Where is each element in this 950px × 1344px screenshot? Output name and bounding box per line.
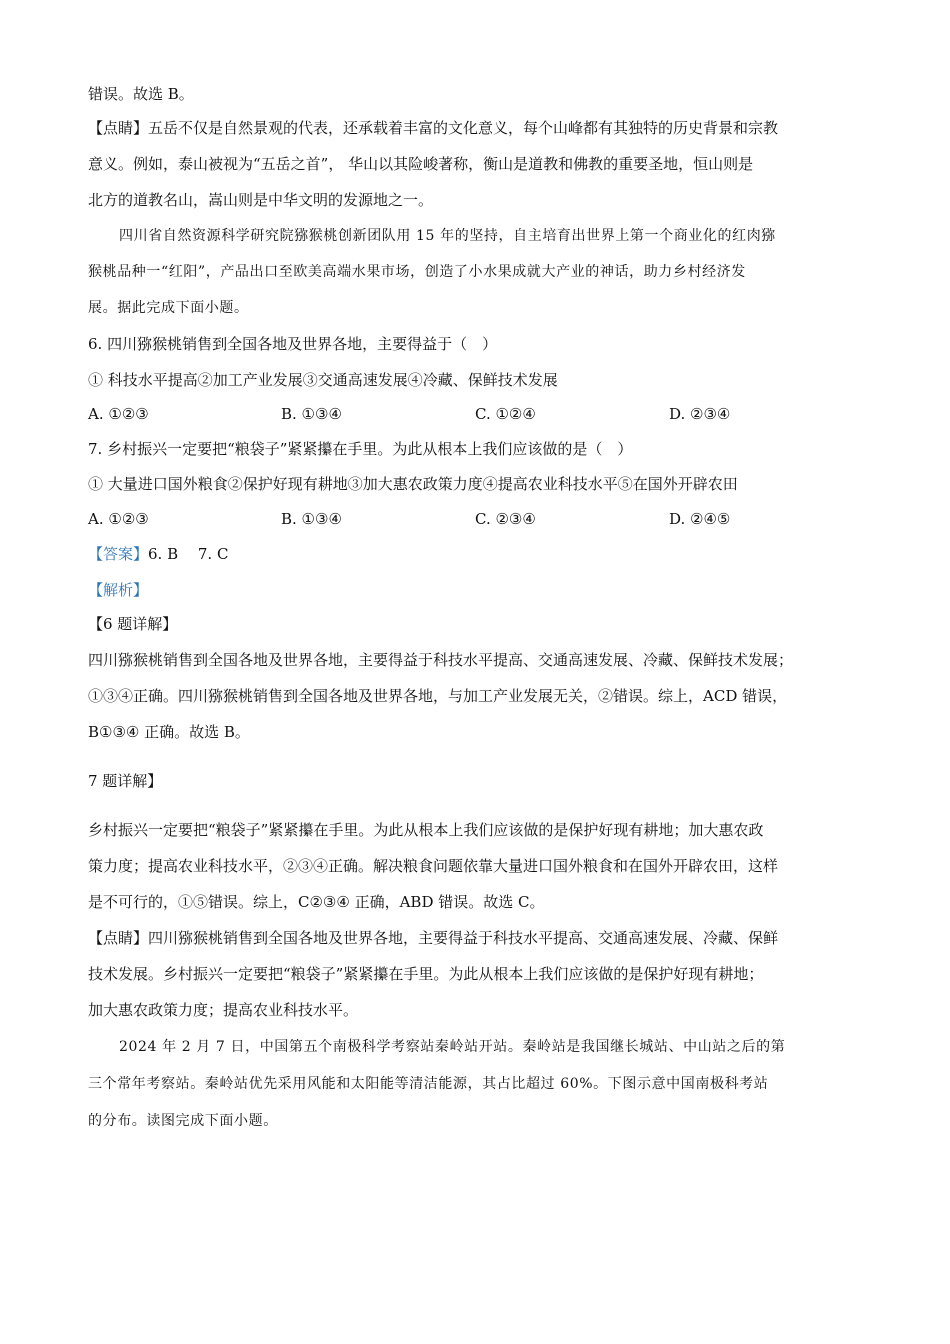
prev-answer-end: 错误。故选 B。 bbox=[88, 85, 194, 103]
antarctic-passage-line-1: 2024 年 2 月 7 日，中国第五个南极科学考察站秦岭站开站。秦岭站是我国继长城站、中山站之后的第 bbox=[119, 1039, 786, 1055]
q7-explanation-line-1: 乡村振兴一定要把“粮袋子”紧紧攥在手里。为此从根本上我们应该做的是保护好现有耕地；加大惠农政 bbox=[88, 821, 764, 839]
q6-option-c: C. ①②④ bbox=[475, 405, 536, 423]
q6-explanation-line-1: 四川猕猴桃销售到全国各地及世界各地，主要得益于科技水平提高、交通高速发展、冷藏、保鲜技术发展； bbox=[88, 651, 794, 669]
question-6-stem: 6. 四川猕猴桃销售到全国各地及世界各地，主要得益于（ ） bbox=[88, 335, 498, 353]
q7-option-a: A. ①②③ bbox=[88, 510, 149, 528]
q6-explanation-heading: 【6 题详解】 bbox=[88, 615, 178, 633]
q6-explanation-line-3: B①③④ 正确。故选 B。 bbox=[88, 723, 250, 741]
kiwi-passage-line-3: 展。据此完成下面小题。 bbox=[88, 300, 249, 316]
question-6-statements: ① 科技水平提高②加工产业发展③交通高速发展④冷藏、保鲜技术发展 bbox=[88, 371, 558, 389]
q7-option-c: C. ②③④ bbox=[475, 510, 536, 528]
antarctic-passage-line-2: 三个常年考察站。秦岭站优先采用风能和太阳能等清洁能源，其占比超过 60%。下图示意中国南极科考站 bbox=[88, 1076, 769, 1092]
answer-label: 【答案】 bbox=[88, 545, 149, 563]
kiwi-passage-line-2: 猴桃品种一“红阳”，产品出口至欧美高端水果市场，创造了小水果成就大产业的神话，助力乡村经济发 bbox=[88, 264, 746, 280]
q6-explanation-line-2: ①③④正确。四川猕猴桃销售到全国各地及世界各地，与加工产业发展无关，②错误。综上，ACD 错误， bbox=[88, 687, 788, 705]
q6-option-d: D. ②③④ bbox=[669, 405, 731, 423]
q7-explanation-line-3: 是不可行的，①⑤错误。综上，C②③④ 正确，ABD 错误。故选 C。 bbox=[88, 893, 545, 911]
tip-paragraph-line-2: 意义。例如，泰山被视为“五岳之首”， 华山以其险峻著称，衡山是道教和佛教的重要圣地，恒山则是 bbox=[88, 155, 754, 173]
q7-explanation-heading: 7 题详解】 bbox=[88, 772, 163, 790]
q7-option-b: B. ①③④ bbox=[281, 510, 342, 528]
q6-option-a: A. ①②③ bbox=[88, 405, 149, 423]
tip-paragraph-line-1: 【点睛】五岳不仅是自然景观的代表，还承载着丰富的文化意义，每个山峰都有其独特的历史背景和宗教 bbox=[88, 119, 779, 137]
question-7-stem: 7. 乡村振兴一定要把“粮袋子”紧紧攥在手里。为此从根本上我们应该做的是（ ） bbox=[88, 440, 633, 458]
q6-option-b: B. ①③④ bbox=[281, 405, 342, 423]
tip-paragraph-line-3: 北方的道教名山，嵩山则是中华文明的发源地之一。 bbox=[88, 191, 434, 209]
tip-2-line-1: 【点睛】四川猕猴桃销售到全国各地及世界各地，主要得益于科技水平提高、交通高速发展、冷藏、保鲜 bbox=[88, 929, 779, 947]
antarctic-passage-line-3: 的分布。读图完成下面小题。 bbox=[88, 1113, 278, 1129]
answer-line bbox=[88, 544, 868, 564]
answer-text: 6. B 7. C bbox=[148, 545, 229, 563]
q7-explanation-line-2: 策力度；提高农业科技水平，②③④正确。解决粮食问题依靠大量进口国外粮食和在国外开辟农田，这样 bbox=[88, 857, 779, 875]
kiwi-passage-line-1: 四川省自然资源科学研究院猕猴桃创新团队用 15 年的坚持，自主培育出世界上第一个商业化的红肉猕 bbox=[119, 228, 776, 244]
analysis-label: 【解析】 bbox=[88, 581, 149, 599]
q7-option-d: D. ②④⑤ bbox=[669, 510, 731, 528]
question-7-statements: ① 大量进口国外粮食②保护好现有耕地③加大惠农政策力度④提高农业科技水平⑤在国外开辟农田 bbox=[88, 475, 738, 493]
tip-2-line-2: 技术发展。乡村振兴一定要把“粮袋子”紧紧攥在手里。为此从根本上我们应该做的是保护好现有耕地； bbox=[88, 965, 764, 983]
tip-2-line-3: 加大惠农政策力度；提高农业科技水平。 bbox=[88, 1001, 359, 1019]
